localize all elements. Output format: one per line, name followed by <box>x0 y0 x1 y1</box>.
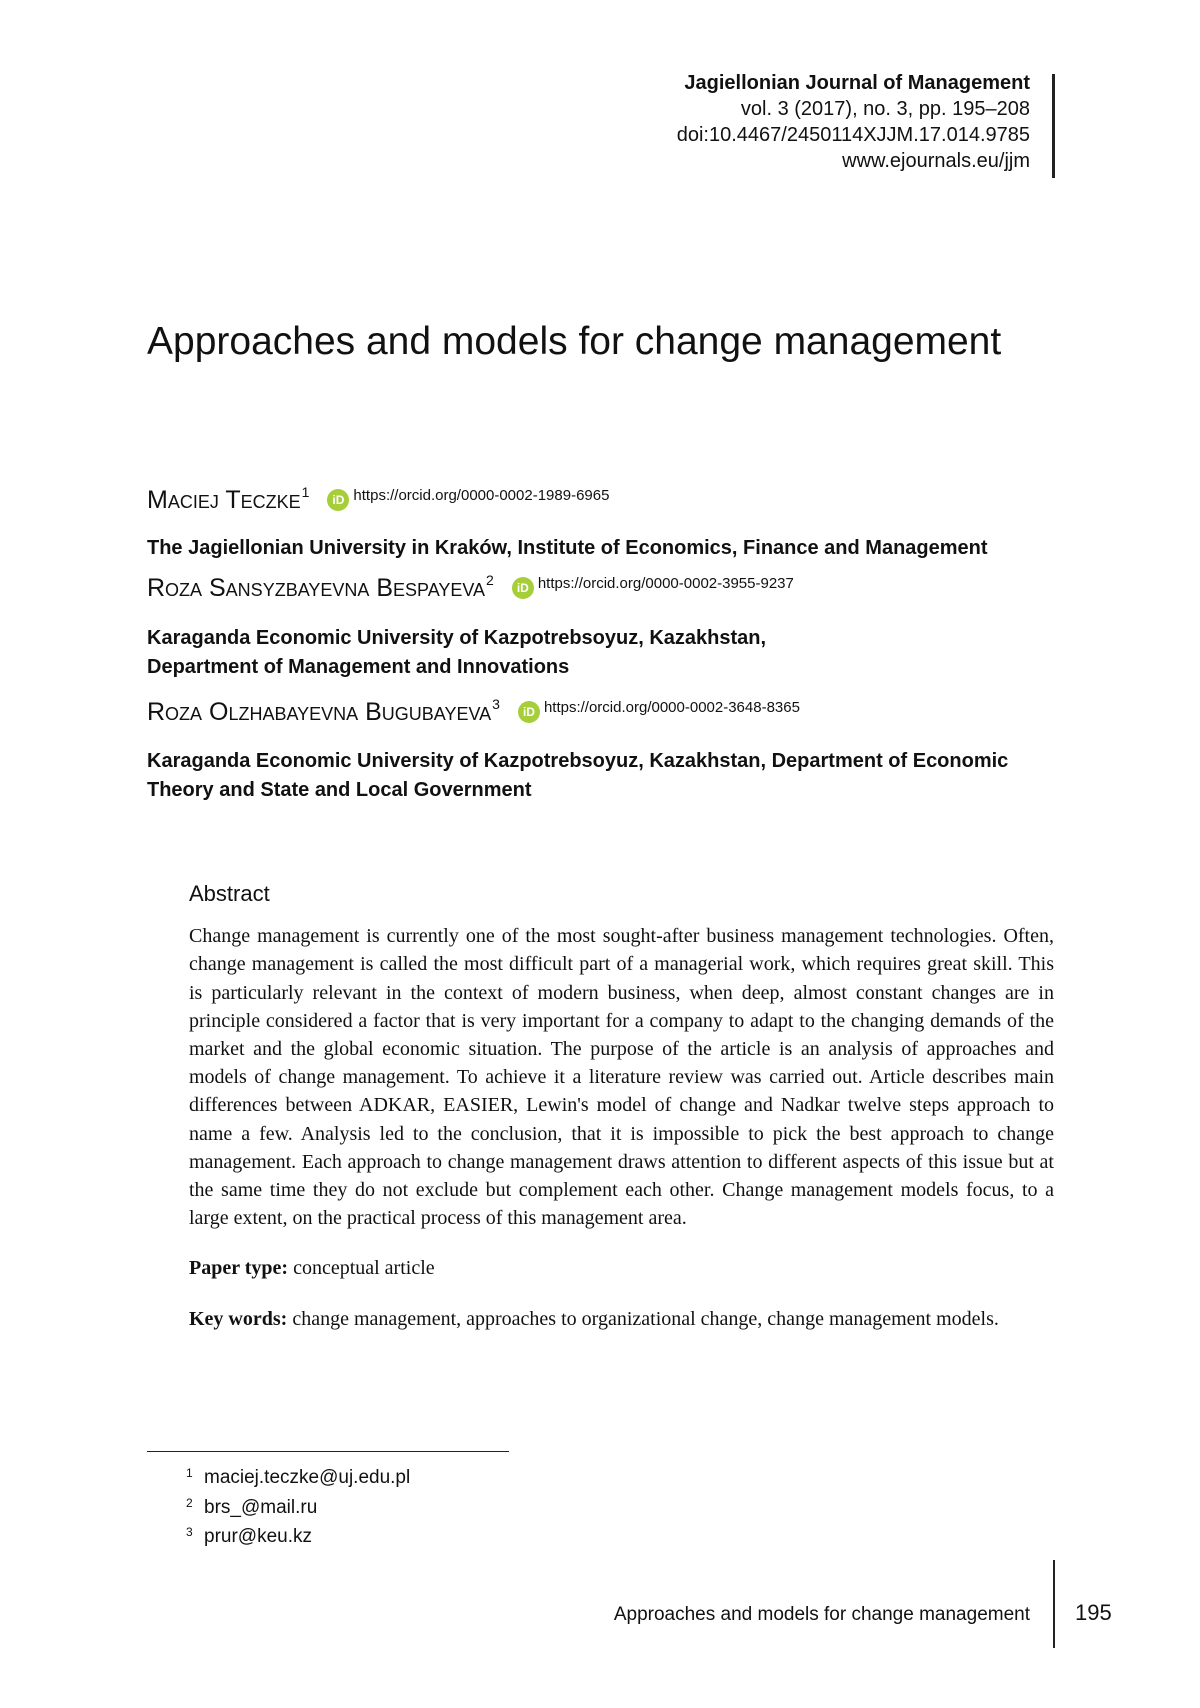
orcid-link[interactable]: https://orcid.org/0000-0002-3955-9237 <box>537 575 794 592</box>
footnotes <box>186 1464 410 1553</box>
footnote-email[interactable]: maciej.teczke@uj.edu.pl <box>204 1467 411 1488</box>
paper-type-label: Paper type: <box>189 1257 289 1280</box>
orcid-link[interactable]: https://orcid.org/0000-0002-3648-8365 <box>543 699 800 716</box>
author-name: Maciej Teczke <box>147 486 301 514</box>
orcid-icon[interactable]: iD <box>327 489 349 511</box>
abstract-heading: Abstract <box>189 881 270 906</box>
keywords-label: Key words: <box>189 1307 288 1330</box>
header-rule <box>1052 74 1055 178</box>
paper-type-value: conceptual article <box>293 1257 435 1280</box>
affiliation-line: Karaganda Economic University of Kazpotrebsoyuz, Kazakhstan, <box>147 627 767 649</box>
footnote-rule <box>147 1451 509 1452</box>
author-1-affiliation <box>147 534 1067 563</box>
abstract-body: Change management is currently one of the most sought-after business management technologies. Often, change management is called the most difficult part of a managerial work, which requires great skill. This is particularly relevant in the context of modern business, when deep, almost constant changes are in principle considered a factor that is very important for a company to adapt to the changing demands of the market and the global economic situation. The purpose of the article is an analysis of approaches and models of change management. To achieve it a literature review was carried out. Article describes main differences between ADKAR, EASIER, Lewin's model of change and Nadkar twelve steps approach to name a few. Analysis led to the conclusion, that it is impossible to pick the best approach to change management. Each approach to change management draws attention to different aspects of this issue but at the same time they do not exclude but complement each other. Change management models focus, to a large extent, on the practical process of this management area. <box>189 925 1054 1230</box>
keywords-value: change management, approaches to organizational change, change management models. <box>292 1307 999 1330</box>
journal-volume: vol. 3 (2017), no. 3, pp. 195–208 <box>740 98 1030 120</box>
author-name: Roza Olzhabayevna Bugubayeva <box>147 698 492 726</box>
affiliation-line: The Jagiellonian University in Kraków, Institute of Economics, Finance and Management <box>147 537 988 559</box>
journal-header <box>530 70 1030 174</box>
author-3 <box>147 697 800 727</box>
footnote-number: 3 <box>186 1525 193 1539</box>
author-footnote-mark: 1 <box>301 484 310 500</box>
footer-rule <box>1053 1560 1055 1648</box>
author-name: Roza Sansyzbayevna Bespayeva <box>147 574 486 602</box>
orcid-icon[interactable]: iD <box>518 701 540 723</box>
abstract-section <box>189 880 1054 1333</box>
running-title: Approaches and models for change management <box>613 1604 1030 1625</box>
footnote-email[interactable]: prur@keu.kz <box>204 1526 312 1547</box>
orcid-link[interactable]: https://orcid.org/0000-0002-1989-6965 <box>353 487 610 504</box>
footnote-number: 2 <box>186 1495 193 1510</box>
footnote-item <box>186 1523 410 1553</box>
footnote-item <box>186 1494 410 1524</box>
author-footnote-mark: 2 <box>486 572 494 588</box>
author-footnote-mark: 3 <box>492 696 500 712</box>
author-2 <box>147 573 794 603</box>
footnote-email[interactable]: brs_@mail.ru <box>204 1496 318 1518</box>
orcid-icon[interactable]: iD <box>512 577 534 599</box>
author-2-affiliation <box>147 624 1067 682</box>
article-title: Approaches and models for change management <box>147 320 1002 363</box>
footnote-item <box>186 1464 410 1494</box>
keywords <box>189 1305 1054 1333</box>
paper-type <box>189 1254 1054 1282</box>
page-number: 195 <box>1075 1600 1112 1625</box>
journal-name: Jagiellonian Journal of Management <box>684 72 1030 94</box>
author-3-affiliation <box>147 747 1067 805</box>
author-1 <box>147 485 609 515</box>
journal-doi: doi:10.4467/2450114XJJM.17.014.9785 <box>676 124 1030 146</box>
footnote-number: 1 <box>186 1466 193 1480</box>
affiliation-line: Karaganda Economic University of Kazpotrebsoyuz, Kazakhstan, Department of Economic Theory and State and Local Government <box>147 750 1009 801</box>
journal-website[interactable]: www.ejournals.eu/jjm <box>842 150 1030 172</box>
affiliation-line: Department of Management and Innovations <box>147 656 570 678</box>
